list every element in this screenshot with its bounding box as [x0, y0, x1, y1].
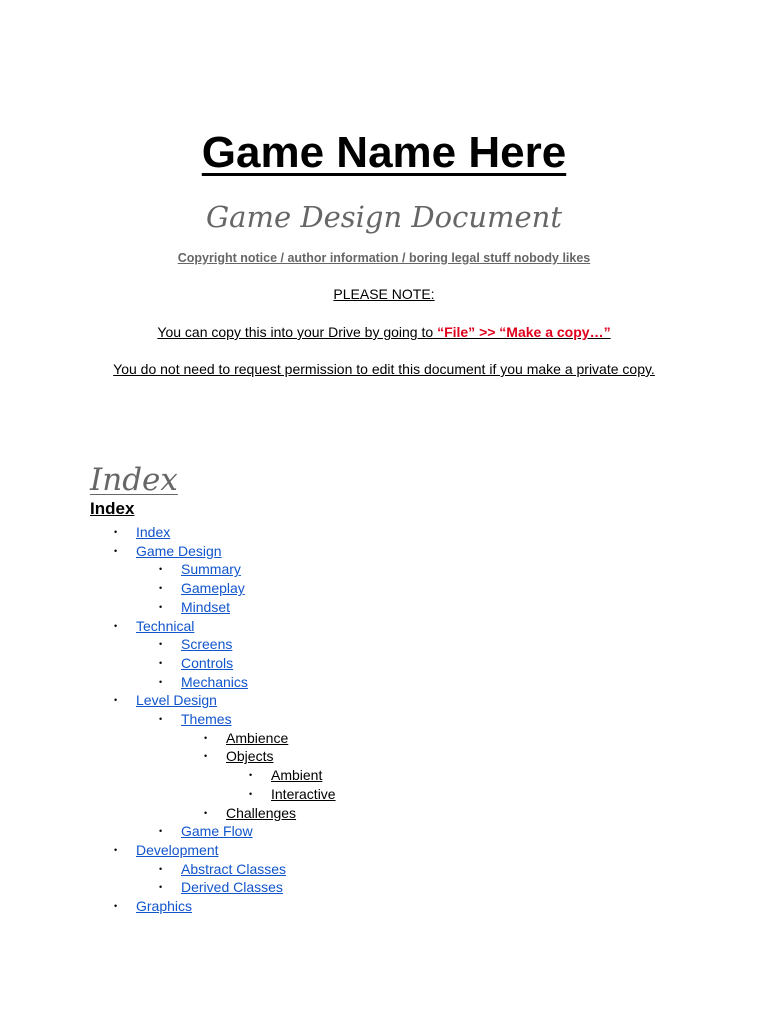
toc-link[interactable]: Development — [136, 841, 219, 858]
bullet-icon: • — [204, 732, 208, 743]
toc-item — [249, 766, 323, 785]
bullet-icon: • — [159, 882, 163, 893]
index-heading: Index — [90, 462, 178, 498]
copy-instructions-text: You can copy this into your Drive by going to — [157, 324, 438, 340]
toc-item[interactable] — [159, 673, 248, 692]
bullet-icon: • — [114, 901, 118, 911]
toc-label: Challenges — [226, 804, 297, 821]
toc-item[interactable] — [159, 635, 233, 654]
toc-link[interactable]: Gameplay — [181, 580, 245, 597]
bullet-icon: • — [159, 863, 163, 874]
toc-link[interactable]: Game Flow — [181, 823, 253, 840]
toc-item[interactable] — [114, 617, 195, 636]
permission-note: You do not need to request permission to edit this document if you make a private copy. — [113, 361, 655, 377]
toc-link[interactable]: Mechanics — [181, 673, 248, 690]
copy-instructions — [0, 323, 768, 341]
bullet-icon: • — [159, 826, 163, 837]
bullet-icon: • — [159, 564, 163, 575]
bullet-icon: • — [159, 714, 163, 724]
toc-item — [204, 747, 274, 766]
copy-menu-path: “File” >> “Make a copy…” — [437, 324, 611, 340]
toc-item[interactable] — [159, 822, 253, 841]
toc-item[interactable] — [159, 654, 234, 673]
toc-item[interactable] — [159, 860, 287, 879]
document-title: Game Name Here — [201, 128, 567, 177]
toc-label: Ambience — [226, 729, 289, 746]
bullet-icon: • — [204, 807, 208, 818]
toc-item — [204, 729, 289, 748]
toc-link[interactable]: Screens — [181, 636, 233, 653]
toc-link[interactable]: Game Design — [136, 542, 222, 559]
toc-label: Interactive — [271, 785, 336, 802]
toc-item[interactable] — [114, 523, 171, 542]
toc-item[interactable] — [114, 691, 217, 710]
bullet-icon: • — [159, 583, 163, 594]
toc-item — [249, 785, 336, 804]
document-subtitle: Game Design Document — [206, 200, 562, 234]
toc-item[interactable] — [159, 560, 241, 579]
index-subheading: Index — [90, 499, 135, 518]
bullet-icon: • — [114, 545, 118, 556]
toc-link[interactable]: Mindset — [181, 598, 231, 615]
toc-link[interactable]: Technical — [136, 617, 195, 634]
bullet-icon: • — [159, 657, 163, 668]
bullet-icon: • — [114, 620, 118, 631]
toc-link[interactable]: Abstract Classes — [181, 860, 287, 877]
toc-link[interactable]: Derived Classes — [181, 879, 283, 896]
toc-link[interactable]: Controls — [181, 654, 234, 671]
toc-link[interactable]: Level Design — [136, 692, 217, 709]
toc-item[interactable] — [114, 542, 222, 561]
toc-label: Ambient — [271, 767, 323, 784]
please-note-label: PLEASE NOTE: — [333, 286, 435, 302]
toc-link[interactable]: Themes — [181, 711, 232, 727]
toc-item[interactable] — [159, 710, 232, 729]
toc-link[interactable]: Graphics — [136, 898, 193, 914]
bullet-icon: • — [159, 676, 163, 687]
bullet-icon: • — [249, 788, 253, 799]
bullet-icon: • — [159, 601, 163, 612]
bullet-icon: • — [114, 695, 118, 706]
copyright-notice: Copyright notice / author information / boring legal stuff nobody likes — [177, 251, 591, 265]
toc-item[interactable] — [159, 579, 245, 598]
bullet-icon: • — [249, 770, 253, 781]
bullet-icon: • — [114, 844, 118, 855]
bullet-icon: • — [114, 527, 118, 537]
toc-label: Objects — [226, 748, 274, 765]
bullet-icon: • — [159, 639, 163, 650]
toc-item[interactable] — [159, 598, 231, 617]
bullet-icon: • — [204, 751, 208, 762]
toc-item[interactable] — [159, 878, 283, 897]
toc-item[interactable] — [114, 897, 193, 916]
toc-item[interactable] — [114, 841, 219, 860]
toc-link[interactable]: Index — [136, 524, 171, 540]
toc-item — [204, 804, 297, 823]
toc-link[interactable]: Summary — [181, 561, 241, 578]
